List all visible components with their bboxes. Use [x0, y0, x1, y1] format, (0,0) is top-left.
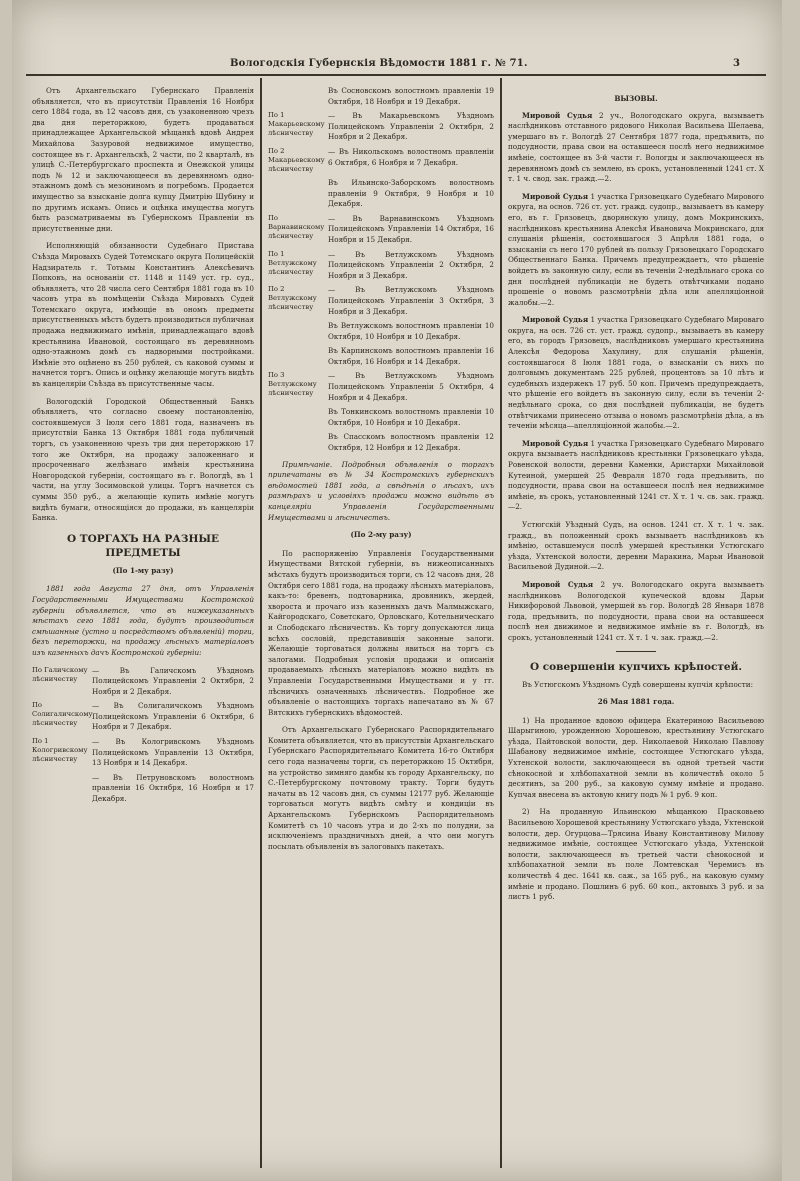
- newspaper-page: [12, 0, 782, 1181]
- deed-1: 1) На проданное вдовою офицера Екатериною Васильевою Шарыгиною, урожденною Хорошевою, крестьянину Устюгскаго уѣзда, Пайтовской волости, дер. Николаевой Николаю Павлову Шабанову недвижимое имѣніе, состоящее Устюгскаго уѣзда, Ухтенской волости, заключающееся въ одной третьей части сѣнокосной и хлѣбопахатной земли въ количествѣ около 5 десятинъ, за 200 руб., за каковую сумму имѣніе и продано. Купчая внесена въ актовую книгу подъ № 1 руб. 9 коп.: [508, 715, 764, 799]
- summons-1: Мировой Судья 2 уч., Вологодскаго округа, вызываетъ наслѣдниковъ отставного рядового Николая Васильева Шелаева, умершаго въ г. Вологдѣ 27 Сентября 1877 года, предъявить, по подсудности, права свои на оставшееся послѣ него недвижимое имѣніе, состоящее въ 3-й части г. Вологды и заключающееся въ деревянномъ домѣ съ землею, въ срокъ, установленный 1241 ст. X т. 1 ч. свод. зак. гражд.—2.: [508, 110, 764, 184]
- deed-2: 2) На проданную Ильинскою мѣщанкою Прасковьею Васильевою Хорошевой крестьянину Устюгскаго уѣзда, Ухтенской волости, дер. Огурцова—Трясина Ивану Константинову Милову недвижимое имѣніе, состоящее Устюгскаго уѣзда, Ухтенской волости, заключающееся въ третьей части сѣнокосной и хлѣбопахатной земли въ поле Ломтевская Черемисъ въ количествѣ 4 дес. 1641 кв. саж., за 165 руб., на каковую сумму имѣніе и продано. Пошлинъ 6 руб. 60 коп., актовыхъ 3 руб. и за листъ 1 руб.: [508, 807, 764, 902]
- list-item: По 1 Макарьевскому лѣсничеству — Въ Макарьевскомъ Уѣздномъ Полицейскомъ Управленіи 2 Октября, 2 Ноября и 2 Декабря.: [268, 111, 494, 142]
- notice-vologda-bank: Вологодскій Городской Общественный Банкъ объявляетъ, что согласно своему постановленію, состоявшемуся 3 Іюля сего 1881 года, назначенъ въ присутствіи Банка 13 Октября 1881 года публичный торгъ, съ узаконенною чрезъ три дня переторжкою 17 того же Октября, на продажу заложеннаго и просроченнаго желѣзнаго имѣнія крестьянина Новгородской губерніи, состоящаго въ г. Вологдѣ, въ 1 части, на углу Зосимовской улицы. Торгъ начнется съ суммы 350 руб., а желающіе купить имѣніе могутъ видѣть бумаги, относящіяся до продажи, въ канцеляріи Банка.: [32, 396, 254, 523]
- summons-6: Мировой Судья 2 уч. Вологодскаго округа вызываетъ наслѣдниковъ Вологодской купеческой вдовы Дарьи Никифоровой Львовой, умершей въ гор. Вологдѣ 28 Января 1878 года, предъявить, по подсудности, права свои на оставшееся послѣ нея движимое и недвижимое имѣніе въ г. Вологдѣ, въ срокъ, установленный 1241 ст. X т. 1 ч. зак. гражд.—2.: [508, 579, 764, 642]
- notice-kostroma-timber: 1881 года Августа 27 дня, отъ Управленія Государственными Имуществами Костромской губерніи объявляется, что въ нижеуказанныхъ мѣстахъ сего 1881 года, будутъ производиться смѣшанные (устно и посредствомъ объявленій) торги, безъ переторжки, на продажу лѣсныхъ матеріаловъ изъ казенныхъ дачъ Костромской губерніи:: [32, 584, 254, 657]
- list-item: По Солигаличскому лѣсничеству — Въ Солигаличскомъ Уѣздномъ Полицейскомъ Управленіи 6 Октября, 6 Ноября и 7 Декабря.: [32, 701, 254, 732]
- page-number: 3: [733, 58, 740, 69]
- column-2: [268, 86, 494, 1166]
- summons-2: Мировой Судья 1 участка Грязовецкаго Судебнаго Мирового округа, на основ. 726 ст. уст. гражд. судопр., вызываетъ въ камеру его, въ г. Грязовецъ, дворянскую улицу, домъ Мокринскихъ, наслѣдниковъ крестьянина Алексѣя Ивановича Мокринскаго, для слушанія рѣшенія, состоявшагося 3 Апрѣля 1881 года, о взысканіи съ него 170 рублей въ пользу Грязовецкаго Городскаго Общественнаго Банка. Причемъ предупреждаетъ, что рѣшеніе войдетъ въ законную силу, если въ теченіи 2-недѣльнаго срока со дня послѣдней публикаціи не будетъ отвѣтчиками подано прошеніе о новомъ разсмотрѣніи дѣла или апелляціонной жалобы.—2.: [508, 191, 764, 307]
- section-subheading-second: (По 2-му разу): [350, 530, 412, 540]
- list-item: Въ Сосновскомъ волостномъ правленіи 19 Октября, 18 Ноября и 19 Декабря.: [328, 86, 494, 106]
- header-rule: [26, 74, 766, 76]
- column-1: [32, 86, 254, 1166]
- list-item: Въ Ильинско-Заборскомъ волостномъ правленіи 9 Октября, 9 Ноября и 10 Декабря.: [328, 177, 494, 209]
- list-item: Въ Карпинскомъ волостномъ правленіи 16 Октября, 16 Ноября и 14 Декабря.: [328, 346, 494, 366]
- note-kostroma: Примѣчаніе. Подробныя объявленія о торгахъ припечатаны въ № 34 Костромскихъ губернскихъ вѣдомостей 1881 года, а свѣдѣнія о лѣсахъ, ихъ размѣрахъ и условіяхъ продажи можно видѣть въ канцеляріи Управленія Государственными Имуществами и лѣсничествъ.: [268, 459, 494, 522]
- list-item: По 1 Кологривскому лѣсничеству — Въ Кологривскомъ Уѣздномъ Полицейскомъ Управленіи 13 Октября, 13 Ноября и 14 Декабря.: [32, 737, 254, 768]
- deeds-date: 26 Мая 1881 года.: [597, 697, 675, 707]
- list-item: — Въ Петруновскомъ волостномъ правленіи 16 Октября, 16 Ноября и 17 Декабря.: [92, 772, 254, 804]
- column-3: [508, 86, 764, 1166]
- column-rule-1: [260, 78, 262, 1168]
- section-divider: [616, 651, 656, 652]
- forestry-list-1: [32, 666, 254, 805]
- summons-3: Мировой Судья 1 участка Грязовецкаго Судебнаго Мироваго округа, на осн. 726 ст. уст. гражд. судопр., вызываетъ въ камеру его, въ городъ Грязовецъ, наслѣдниковъ умершаго крестьянина Алексѣя Федорова Хахулину, для слушанія рѣшенія, состоявшагося 8 Іюля 1881 года, о взысканіи съ нихъ по долговымъ документамъ 225 рублей, процентовъ за 10 лѣтъ и судебныхъ издержекъ 17 руб. 50 коп. Причемъ предупреждаетъ, что рѣшеніе его войдетъ въ законную силу, если въ теченіи 2-недѣльнаго срока, со дня послѣдней публикаціи, не будетъ отвѣтчиками принесено отзыва о новомъ разсмотрѣніи дѣла, а въ теченіи мѣсяца—апелляціонной жалобы.—2.: [508, 315, 764, 431]
- section-subheading-first: (По 1-му разу): [112, 565, 174, 575]
- list-item: По 2 Ветлужскому лѣсничеству — Въ Ветлужскомъ Уѣздномъ Полицейскомъ Управленіи 3 Октября, 3 Ноября и 3 Декабря.: [268, 285, 494, 316]
- running-header: [12, 58, 782, 72]
- section-heading-deeds: О совершеніи купчихъ крѣпостей.: [529, 660, 743, 673]
- section-heading-auctions: О ТОРГАХЪ НА РАЗНЫЕ ПРЕДМЕТЫ: [67, 532, 219, 559]
- newspaper-title: Вологодскія Губернскія Вѣдомости 1881 г. № 71.: [230, 58, 528, 69]
- list-item: По 2 Макарьевскому лѣсничеству — Въ Никольскомъ волостномъ правленіи 6 Октября, 6 Ноября и 7 Декабря.: [268, 146, 494, 173]
- list-item: Въ Спасскомъ волостномъ правленіи 12 Октября, 12 Ноября и 12 Декабря.: [328, 432, 494, 453]
- summons-4: Мировой Судья 1 участка Грязовецкаго Судебнаго Мироваго округа вызываетъ наслѣдниковъ крестьянки Грязовецкаго уѣзда, Ровенской волости, деревни Каменки, Аристархи Михайловой Кутеиной, умершей 25 Февраля 1870 года предъявить, по подсудности, права свои на оставшееся послѣ нея недвижимое имѣніе, въ срокъ, установленный 1241 ст. X т. 1 ч. св. зак. гражд.—2.: [508, 438, 764, 512]
- list-item: По Галичскому лѣсничеству — Въ Галичскомъ Уѣздномъ Полицейскомъ Управленіи 2 Октября, 2 Ноября и 2 Декабря.: [32, 665, 254, 696]
- forestry-list-2: [268, 86, 494, 454]
- deeds-intro: Въ Устюгскомъ Уѣздномъ Судѣ совершены купчія крѣпости:: [522, 679, 753, 689]
- list-item: Въ Ветлужскомъ волостномъ правленіи 10 Октября, 10 Ноября и 10 Декабря.: [328, 321, 494, 341]
- column-rule-2: [500, 78, 502, 1168]
- list-item: По 1 Ветлужскому лѣсничеству — Въ Ветлужскомъ Уѣздномъ Полицейскомъ Управленіи 2 Октября, 2 Ноября и 3 Декабря.: [268, 249, 494, 280]
- section-heading-summons: ВЫЗОВЫ.: [614, 94, 658, 103]
- list-item: По 3 Ветлужскому лѣсничеству — Въ Ветлужскомъ Уѣздномъ Полицейскомъ Управленіи 5 Октября, 4 Ноября и 4 Декабря.: [268, 371, 494, 402]
- notice-totma-bailiff: Исполняющій обязанности Судебнаго Пристава Съѣзда Мировыхъ Судей Тотемскаго округа Полицейскій Надзиратель г. Тотьмы Константинъ Алексѣевичъ Попковъ, на основаніи ст. 1148 и 1149 уст. гр. суд., объявляетъ, что 28 числа сего Сентября 1881 года въ 10 часовъ утра въ помѣщеніи Съѣзда Мировыхъ Судей Тотемскаго округа, имѣющіе въ ономъ предметы присутственныхъ мѣстъ будетъ производиться публичная продажа недвижимаго имѣнія, принадлежащаго вдовѣ крестьянина Ивановой, состоящаго въ деревянномъ одно-этажномъ домѣ съ надворными постройками. Имѣніе это оцѣнено въ 250 рублей, съ каковой суммы и начнется торгъ. Опись и оцѣнку желающіе могутъ видѣть въ канцеляріи Съѣзда въ присутственные часы.: [32, 241, 254, 389]
- notice-archangelsk-sale: Отъ Архангельскаго Губернскаго Правленія объявляется, что въ присутствіи Правленія 16 Ноября сего 1884 года, въ 12 часовъ дня, съ узаконенною чрезъ два дня переторжкою, будетъ продаваться принадлежащее Архангельской мѣщанкѣ вдовѣ Андрея Михайлова Зазуровой недвижимое имущество, состоящее въ г. Архангельскѣ, 2 части, по 2 кварталѣ, въ улицѣ С.-Петербургскаго проспекта и Онежской улицы подъ № 12 и заключающееся въ деревянномъ одно-этажномъ домѣ съ мезониномъ и погребомъ. Продается имущество за взысканіе долга купцу Дмитрію Шубину и по другимъ искамъ. Опись и оцѣнка имущества могутъ быть разсматриваемы въ Губернскомъ Правленіи въ присутственные дни.: [32, 86, 254, 233]
- list-item: Въ Тонкинскомъ волостномъ правленіи 10 Октября, 10 Ноября и 10 Декабря.: [328, 407, 494, 427]
- list-item: По Варнавинскому лѣсничеству — Въ Варнавинскомъ Уѣздномъ Полицейскомъ Управленіи 14 Октября, 16 Ноября и 15 Декабря.: [268, 213, 494, 244]
- notice-vyatka-timber: По распоряженію Управленія Государственными Имуществами Вятской губерніи, въ нижеописанныхъ мѣстахъ будутъ производиться торги, съ 12 часовъ дня, 28 Октября сего 1881 года, на продажу лѣсныхъ матеріаловъ, какъ-то: бревенъ, подтоварника, дровяникъ, жердей, хвороста и прочаго изъ казенныхъ дачъ Малмыжскаго, Кайгородскаго, Советскаго, Орловскаго, Котельническаго и Слободскаго лѣсничествъ. Къ торгу допускаются лица всѣхъ сословій, представившія законные залоги. Желающіе торговаться должны явиться на торгъ съ залогами. Подробныя условія продажи и описанія продаваемыхъ лѣсныхъ матеріаловъ можно видѣть въ Управленіи Государственными Имуществами и у гг. лѣсничихъ означенныхъ лѣсничествъ. Подробное же объявленіе о настоящихъ торгахъ напечатано въ № 67 Вятскихъ губернскихъ вѣдомостей.: [268, 548, 494, 717]
- summons-5: Устюгскій Уѣздный Судъ, на основ. 1241 ст. X т. 1 ч. зак. гражд., въ положенный срокъ вызываетъ наслѣдниковъ къ имѣнію, оставшемуся послѣ умершей крестьянки Устюгскаго уѣзда, Ухтенской волости, деревни Маракина, Марьи Ивановой Васильевой Дудиной.—2.: [508, 519, 764, 572]
- notice-archangelsk-committee: Отъ Архангельскаго Губернскаго Распорядительнаго Комитета объявляется, что въ присутствіи Архангельскаго Губернскаго Распорядительнаго Комитета 16-го Октября сего года назначены торги, съ переторжкою 15 Октября, на устройство зимняго дамбы къ городу Архангельску, по С.-Петербургскому почтовому тракту. Торги будутъ начаты въ 12 часовъ дня, съ суммы 12177 руб. Желающіе торговаться могутъ видѣть смѣту и кондиціи въ Архангельскомъ Губернскомъ Распорядительномъ Комитетѣ съ 10 часовъ утра и до 2-хъ по полудни, за исключеніемъ праздничныхъ дней, а что они могутъ посылать объявленія въ залоговыхъ пакетахъ.: [268, 725, 494, 851]
